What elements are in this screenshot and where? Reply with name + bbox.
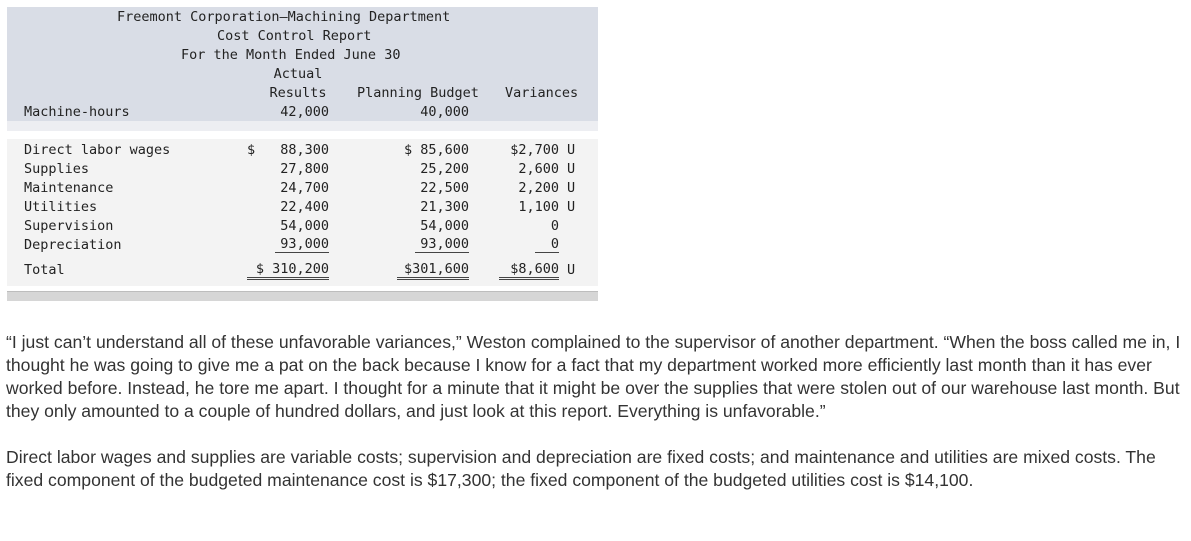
report-period: For the Month Ended June 30 — [181, 47, 401, 63]
row-variance: 2,600 — [518, 161, 559, 177]
machine-hours-actual: 42,000 — [280, 104, 329, 120]
row-budget: 93,000 — [415, 237, 469, 253]
row-budget: 54,000 — [420, 218, 469, 234]
row-actual: 93,000 — [275, 237, 329, 253]
machine-hours-label: Machine-hours — [24, 104, 130, 120]
total-label: Total — [24, 262, 65, 278]
row-label: Supervision — [24, 218, 114, 234]
row-variance-flag: U — [567, 199, 576, 215]
machine-hours-budget: 40,000 — [420, 104, 469, 120]
total-variance: $8,600 — [499, 261, 559, 280]
row-label: Direct labor wages — [24, 142, 171, 158]
row-label: Utilities — [24, 199, 98, 215]
col-header-actual-line1: Actual — [273, 66, 323, 82]
row-variance: 0 — [550, 218, 559, 234]
row-actual: 54,000 — [280, 218, 329, 234]
row-budget: 22,500 — [420, 180, 469, 196]
row-variance: 1,100 — [518, 199, 559, 215]
col-header-actual-line2: Results — [269, 85, 327, 101]
row-variance-flag: U — [567, 142, 576, 158]
row-variance-flag: U — [567, 180, 576, 196]
row-variance: 0 — [535, 237, 559, 253]
row-budget: 25,200 — [420, 161, 469, 177]
narrative-paragraph-1: “I just can’t understand all of these unfavorable variances,” Weston complained to the supervisor of another department. “When the boss called me in, I thought he was going to give me a pat on the back because I know for a fact that my department worked more efficiently last month than it has ever worked before. Instead, he tore me apart. I thought for a minute that it might be over the supplies that were stolen out of our warehouse last month. But they only amounted to a couple of hundred dollars, and just look at this report. Everything is unfavorable.” — [6, 332, 1181, 421]
total-actual: $ 310,200 — [247, 261, 329, 280]
total-budget: $301,600 — [397, 261, 469, 280]
row-actual-currency: $ — [247, 142, 256, 158]
row-actual: 88,300 — [280, 142, 329, 158]
col-header-variances: Variances — [505, 85, 579, 101]
cost-control-report — [7, 7, 598, 300]
narrative-paragraph-2: Direct labor wages and supplies are variable costs; supervision and depreciation are fixed costs; and maintenance and utilities are mixed costs. The fixed component of the budgeted maintenance cost is $17,300; the fixed component of the budgeted utilities cost is $14,100. — [6, 447, 1156, 490]
total-variance-flag: U — [567, 262, 576, 278]
report-subtitle: Cost Control Report — [217, 28, 372, 44]
col-header-planning-budget: Planning Budget — [357, 85, 479, 101]
report-company-title: Freemont Corporation–Machining Department — [117, 9, 451, 25]
row-label: Depreciation — [24, 237, 122, 253]
row-budget: 21,300 — [420, 199, 469, 215]
row-label: Supplies — [24, 161, 90, 177]
row-label: Maintenance — [24, 180, 114, 196]
row-budget: $ 85,600 — [403, 142, 469, 158]
row-actual: 24,700 — [280, 180, 329, 196]
machine-hours-band — [7, 121, 598, 131]
row-variance-flag: U — [567, 161, 576, 177]
row-actual: 22,400 — [280, 199, 329, 215]
row-variance: $2,700 — [510, 142, 559, 158]
row-actual: 27,800 — [280, 161, 329, 177]
row-variance: 2,200 — [518, 180, 559, 196]
narrative-text — [6, 331, 1186, 515]
report-footer-rule — [7, 291, 598, 301]
